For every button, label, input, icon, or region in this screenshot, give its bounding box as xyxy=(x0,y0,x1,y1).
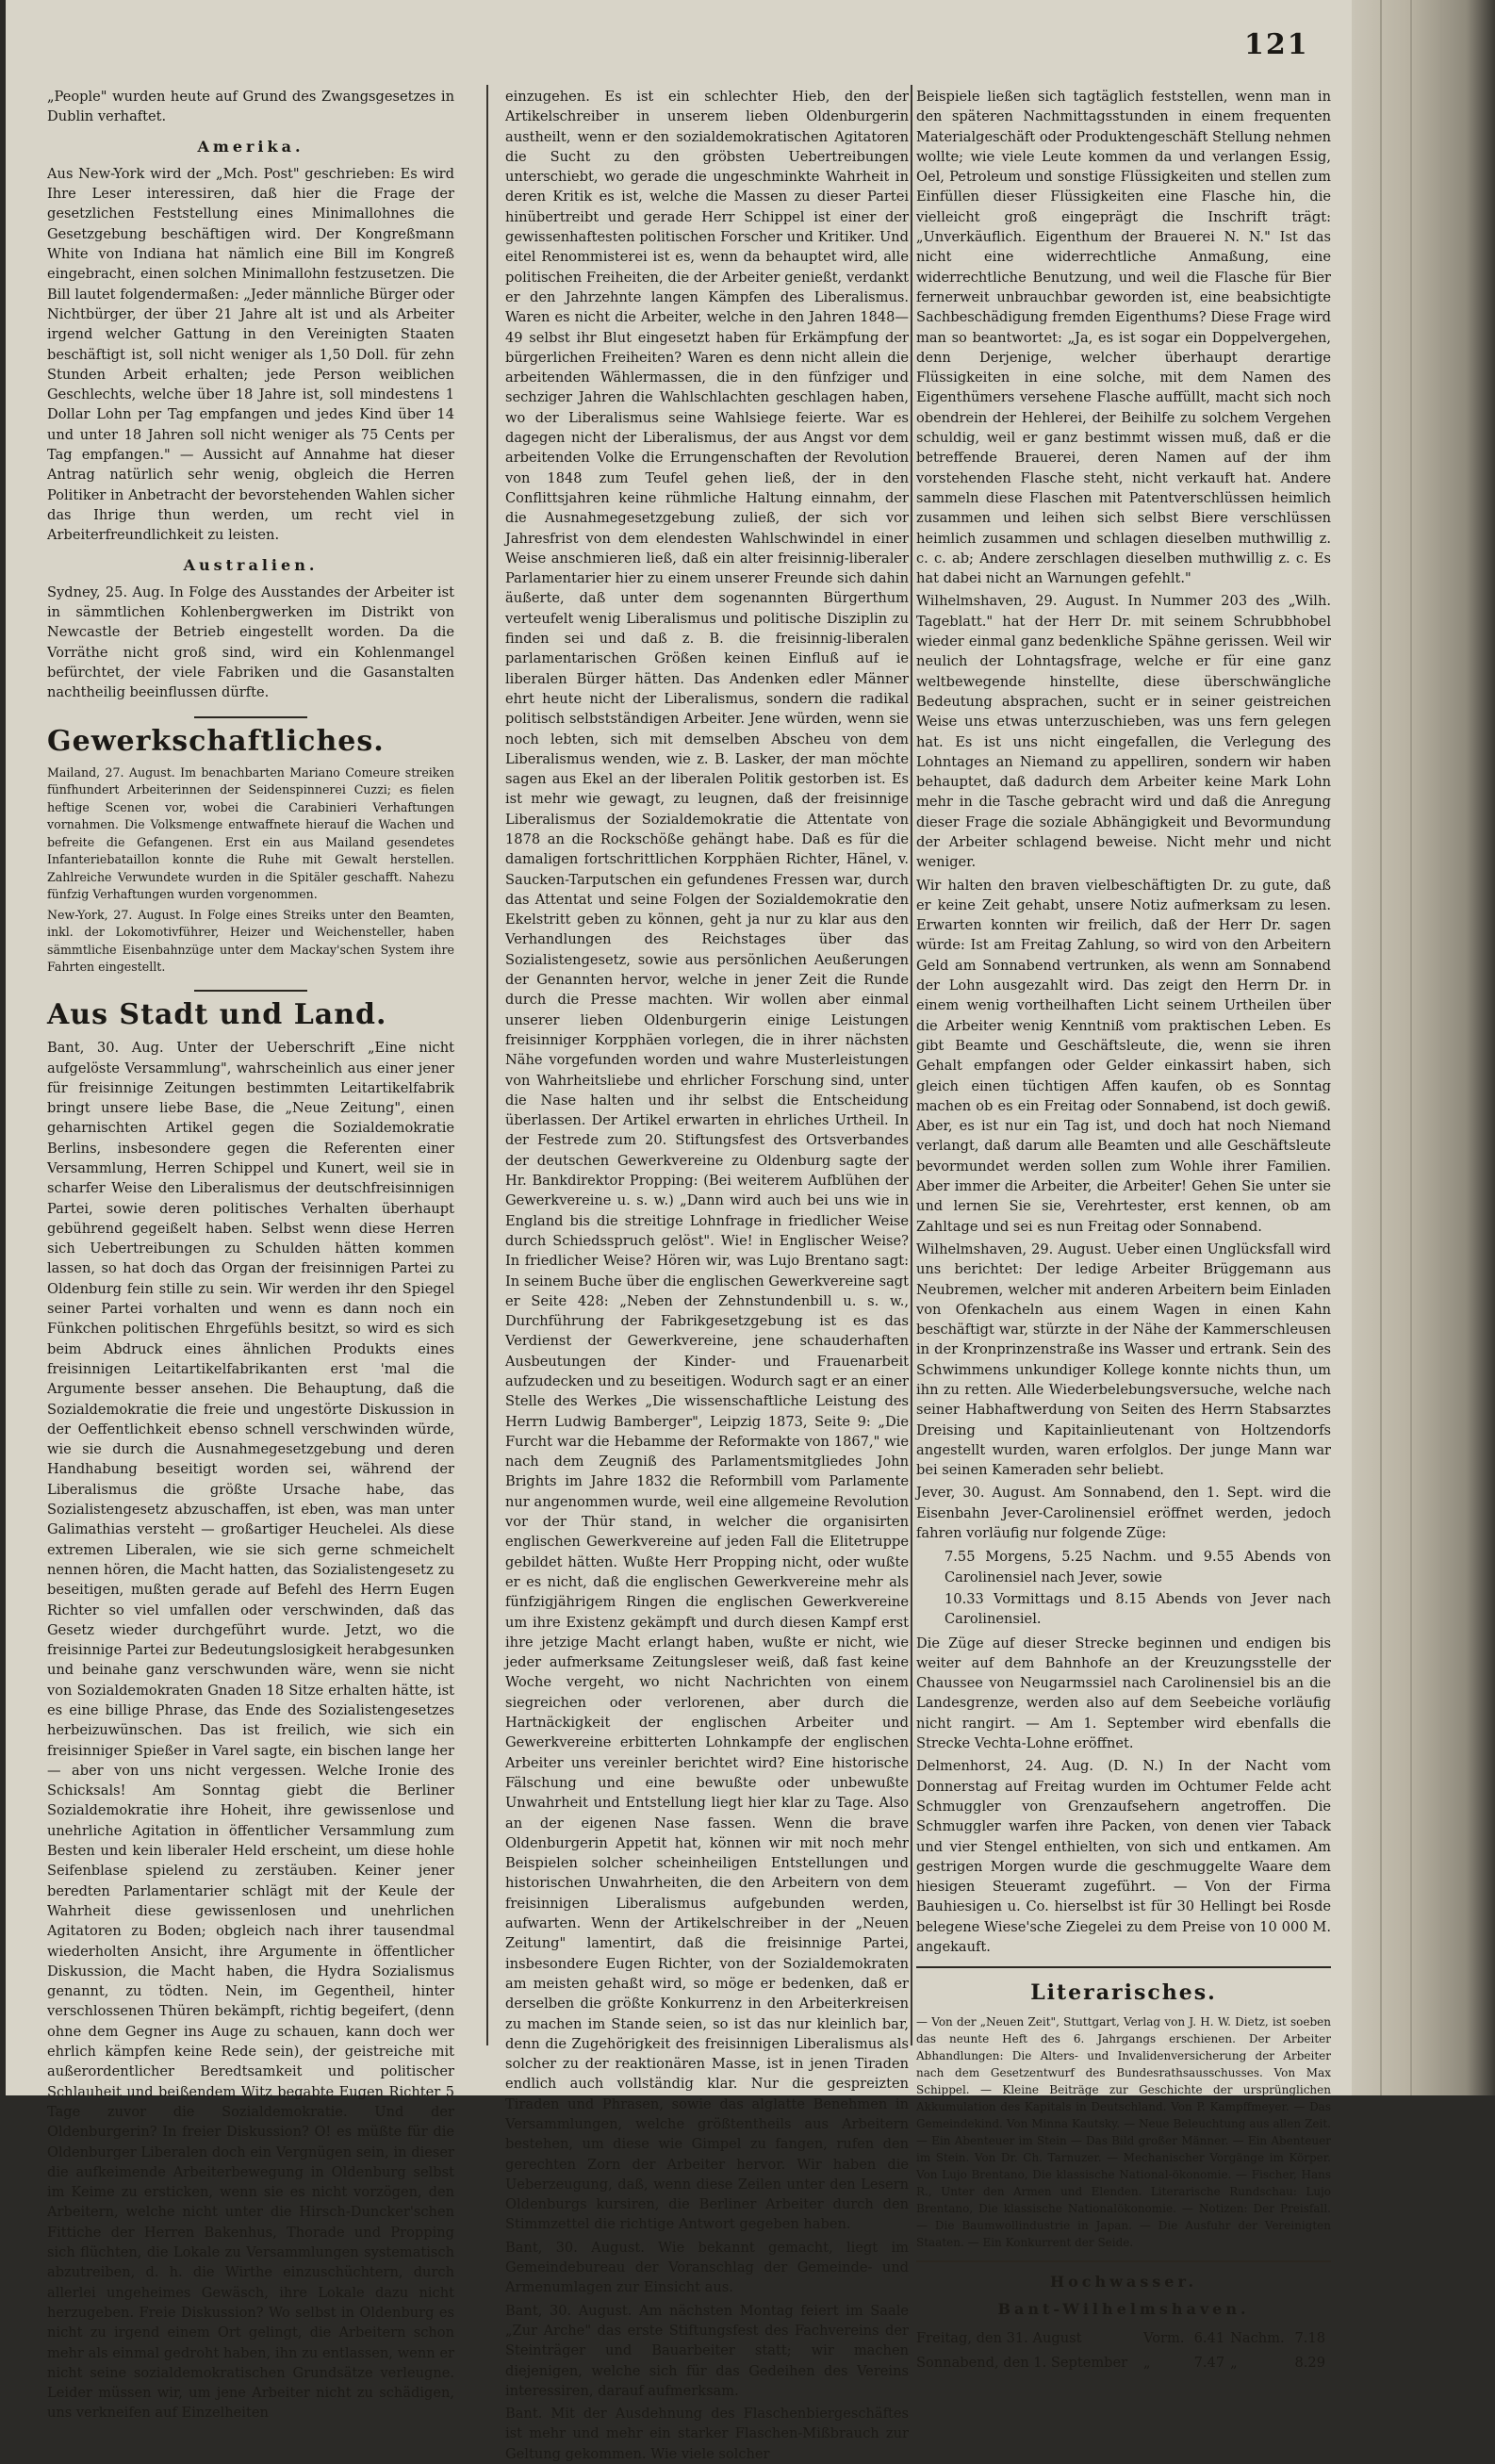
article-amerika: Aus New-York wird der „Mch. Post" geschrieben: Es wird Ihre Leser interessiren, daß hier die Frage der gesetzlichen Feststellung eines Minimallohnes die Gesetzgebung beschäftigen wird. Der Kongreßmann White von Indiana hat nämlich eine Bill im Kongreß eingebracht, einen solchen Minimallohn festzusetzen. Die Bill lautet folgendermaßen: „Jeder männliche Bürger oder Nichtbürger, der über 21 Jahre alt ist und als Arbeiter irgend welcher Gattung in den Vereinigten Staaten beschäftigt ist, soll nicht weniger als 1,50 Doll. für zehn Stunden Arbeit erhalten; jede Person weiblichen Geschlechts, welche über 18 Jahre ist, soll mindestens 1 Dollar Lohn per Tag empfangen und jedes Kind über 14 und unter 18 Jahren soll nicht weniger als 75 Cents per Tag empfangen." — Aussicht auf Annahme hat dieser Antrag natürlich sehr wenig, obgleich die Herren Politiker in Anbetracht der bevorstehenden Wahlen sicher das Ihrige thun werden, um recht viel in Arbeiterfreundlichkeit zu leisten. xyxy=(47,165,454,544)
tide-day: Sonnabend, den 1. September xyxy=(916,2354,1128,2371)
column-1 xyxy=(47,87,454,2422)
train-schedule xyxy=(916,1547,1331,1629)
section-heading-amerika: Amerika. xyxy=(197,137,304,156)
column-2 xyxy=(505,87,909,2462)
article-wilhelmshaven-unglueck: Wilhelmshaven, 29. August. Ueber einen Unglücksfall wird uns berichtet: Der ledige Arbeiter Brüggemann aus Neubremen, welcher mit anderen Arbeitern beim Einladen von Ofenkacheln aus einem Wagen in einen Kahn beschäftigt war, stürzte in der Nähe der Kammerschleusen in der Kronprinzenstraße ins Wasser und ertrank. Sein des Schwimmens unkundiger Kollege konnte nichts thun, um ihn zu retten. Alle Wiederbelebungsversuche, welche nach seiner Habhaftwerdung von Seiten des Herrn Stabsarztes Dreising und Kapitainlieutenant von Holtzendorfs angestellt wurden, waren erfolglos. Der junge Mann war bei seinen Kameraden sehr beliebt. xyxy=(916,1240,1331,1479)
tide-label: „ xyxy=(1230,2354,1238,2371)
article-australien: Sydney, 25. Aug. In Folge des Ausstandes der Arbeiter ist in sämmtlichen Kohlenbergwerken im Distrikt von Newcastle der Betrieb eingestellt worden. Da die Vorräthe nicht groß sind, wird ein Kohlenmangel befürchtet, der viele Fabriken und die Gasanstalten nachtheilig beeinflussen dürfte. xyxy=(47,583,454,701)
article-bant-stiftungsfest: Bant, 30. August. Am nächsten Montag feiert im Saale „Zur Arche" das erste Stiftungsfest des Fachvereins der Steinträger und Bauarbeiter statt; wir machen diejenigen, welche sich für das Gedeihen des Vereins interessiren, darauf aufmerksam. xyxy=(505,2302,909,2399)
tide-label: Nachm. xyxy=(1230,2330,1285,2347)
section-heading-gewerkschaftliches: Gewerkschaftliches. xyxy=(47,724,385,758)
tide-row xyxy=(916,2326,1331,2350)
section-heading-australien: Australien. xyxy=(183,555,319,574)
article-mailand: Mailand, 27. August. Im benachbarten Mariano Comeure streiken fünfhundert Arbeiterinnen der Seidenspinnerei Cuzzi; es fielen heftige Scenen vor, wobei die Carabinieri Verhaftungen vornahmen. Die Volksmenge entwaffnete hierauf die Wachen und befreite die Gefangenen. Erst ein aus Mailand gesendetes Infanteriebataillon konnte die Ruhe mit Gewalt herstellen. Zahlreiche Verwundete wurden in die Spitäler geschafft. Nahezu fünfzig Verhaftungen wurden vorgenommen. xyxy=(47,764,454,902)
article-bant-gemeinde: Bant, 30. August. Wie bekannt gemacht, liegt im Gemeindebureau der Voranschlag der Gemeinde- und Armenumlagen zur Einsicht aus. xyxy=(505,2239,909,2296)
article-newyork-strike: New-York, 27. August. In Folge eines Streiks unter den Beamten, inkl. der Lokomotivführer, Heizer und Weichensteller, haben sämmtliche Eisenbahnzüge unter dem Mackay'schen System ihre Fahrten eingestellt. xyxy=(47,907,454,975)
train-line: 7.55 Morgens, 5.25 Nachm. und 9.55 Abends von Carolinensiel nach Jever, sowie xyxy=(945,1549,1331,1585)
column-rule xyxy=(911,85,912,2045)
section-heading-hochwasser: Hochwasser. xyxy=(1049,2272,1198,2291)
article-jever: Jever, 30. August. Am Sonnabend, den 1. Sept. wird die Eisenbahn Jever-Carolinensiel eröffnet werden, jedoch fahren vorläufig nur folgende Züge: xyxy=(916,1485,1331,1542)
tide-value: 8.29 xyxy=(1294,2354,1325,2371)
page-edge xyxy=(1352,0,1495,2095)
article-delmenhorst: Delmenhorst, 24. Aug. (D. N.) In der Nacht vom Donnerstag auf Freitag wurden im Ochtumer Felde acht Schmuggler von Grenzaufsehern angetroffen. Die Schmuggler warfen ihre Packen, von denen vier Taback und vier Stengel enthielten, von sich und entkamen. Am gestrigen Morgen wurde die geschmuggelte Waare dem hiesigen Steueramt zugeführt. — Von der Firma Bauhiesigen u. Co. hierselbst ist für 30 Hellingt bei Rosde belegene Wiese'sche Ziegelei zu dem Preise von 10 000 M. angekauft. xyxy=(916,1758,1331,1956)
train-line: 10.33 Vormittags und 8.15 Abends von Jever nach Carolinensiel. xyxy=(945,1590,1331,1628)
tide-row xyxy=(916,2351,1331,2374)
article-bant-flaschenbier: Bant. Mit der Ausdehnung des Flaschenbiergeschäftes ist mehr und mehr ein starker Flaschen-Mißbrauch zur Geltung gekommen. Wie viele solcher xyxy=(505,2406,909,2462)
article-continued: einzugehen. Es ist ein schlechter Hieb, den der Artikelschreiber in unserem lieben Oldenburgerin austheilt, wenn er den sozialdemokratischen Agitatoren die Sucht zu den gröbsten Uebertreibungen unterschiebt, wo gerade die ungeschminkte Wahrheit in deren Kritik es ist, welche die Massen zu dieser Partei hinübertreibt und gerade Herr Schippel ist einer der gewissenhaftesten politischen Forscher und Kritiker. Und eitel Renommisterei ist es, wenn da behauptet wird, alle politischen Freiheiten, die der Arbeiter genießt, verdankt er den Jahrzehnte langen Kämpfen des Liberalismus. Waren es nicht die Arbeiter, welche in den Jahren 1848—49 selbst ihr Blut eingesetzt haben für Erkämpfung der bürgerlichen Freiheiten? Waren es denn nicht allein die arbeitenden Wählermassen, die in den fünfziger und sechziger Jahren die Wahlschlachten geschlagen haben, wo der Liberalismus seine Wahlsiege feierte. War es dagegen nicht der Liberalismus, der aus Angst vor dem arbeitenden Volke die Errungenschaften der Revolution von 1848 zum Teufel gehen ließ, der in den Conflittsjahren keine rühmliche Haltung einnahm, der die Ausnahmegesetzgebung zuließ, der sich vor Jahresfrist von dem elendesten Wahlschwindel in einer Weise anschmieren ließ, daß ein alter freisinnig-liberaler Parlamentarier hier zu einem unserer Freunde sich dahin äußerte, daß unter dem sogenannten Bürgerthum verteufelt wenig Liberalismus und politische Disziplin zu finden sei und daß z. B. die freisinnig-liberalen parlamentarischen Größen keinen Einfluß auf ie liberalen Bürger hätten. Das Andenken edler Männer ehrt heute nicht der Liberalismus, sondern die radikal politisch selbstständigen Arbeiter. Jene würden, wenn sie noch lebten, sich mit demselben Abscheu von dem Liberalismus wenden, wie z. B. Lasker, der man möchte sagen aus Ekel an der liberalen Politik gestorben ist. Es ist mehr wie gewagt, zu leugnen, daß der freisinnige Liberalismus der Sozialdemokratie die Attentate von 1878 an die Rockschöße gehängt habe. Daß es für die damaligen fortschrittlichen Korpphäen Richter, Hänel, v. Saucken-Tarputschen ein gefundenes Fressen war, durch das Attentat und seine Folgen der Sozialdemokratie den Ekelstritt geben zu können, geht ja nur zu klar aus den Verhandlungen des Reichstages über das Sozialistengesetz, sowie aus persönlichen Aeußerungen der Genannten hervor, welche in jener Zeit die Runde durch die Presse machten. Wir wollen aber einmal unserer lieben Oldenburgerin einige Leistungen freisinniger Korpphäen vorlegen, die in ihrer nächsten Nähe vorgefunden worden und wahre Musterleistungen von Wahrheitsliebe und ehrlicher Forschung sind, unter die Nase halten und ihr selbst die Entscheidung überlassen. Der Artikel erwarten in ehrliches Urtheil. In der Festrede zum 20. Stiftungsfest des Ortsverbandes der deutschen Gewerkvereine zu Oldenburg sagte der Hr. Bankdirektor Propping: (Bei weiterem Aufblühen der Gewerkvereine u. s. w.) „Dann wird auch bei uns wie in England bis die streitige Lohnfrage in friedlicher Weise durch Schiedsspruch gelöst". Wie! in Englischer Weise? In friedlicher Weise? Hören wir, was Lujo Brentano sagt: In seinem Buche über die englischen Gewerkvereine sagt er Seite 428: „Neben der Zehnstundenbill u. s. w., Durchführung der Fabrikgesetzgebung ist es das Verdienst der Gewerkvereine, jene schauderhaften Ausbeutungen der Kinder- und Frauenarbeit aufzudecken und zu beseitigen. Wodurch sagt er an einer Stelle des Werkes „Die wissenschaftliche Leistung des Herrn Ludwig Bamberger", Leipzig 1873, Seite 9: „Die Furcht war die Hebamme der Reformakte von 1867," wie nach dem Zeugniß des Parlamentsmitgliedes John Brights im Jahre 1832 die Reformbill vom Parlamente nur angenommen wurde, weil eine allgemeine Revolution vor der Thür stand, in welcher die organisirten englischen Gewerkvereine auf jeden Fall die Elitetruppe gebildet hätten. Wußte Herr Propping nicht, oder wußte er es nicht, daß die englischen Gewerkvereine mehr als fünfzigjährigem Ringen die englischen Gewerkvereine um ihre Existenz gekämpft und durch diesen Kampf erst ihre jetzige Macht erlangt haben, wußte er nicht, wie jeder aufmerksame Zeitungsleser weiß, daß fast keine Woche vergeht, wo nicht Nachrichten von einem siegreichen oder verlorenen, aber durch die Hartnäckigkeit der englischen Arbeiter und Gewerkvereine erbitterten Lohnkampfe der englischen Arbeiter uns vereinler berichtet wird? Eine historische Fälschung und eine bewußte oder unbewußte Unwahrheit und Entstellung liegt hier klar zu Tage. Also an der eigenen Nase fassen. Wenn die brave Oldenburgerin Appetit hat, können wir mit noch mehr Beispielen solcher scheinheiligen Entstellungen und historischen Unwahrheiten, die den Arbeitern von dem freisinnigen Liberalismus aufgebunden werden, aufwarten. Wenn der Artikelschreiber in der „Neuen Zeitung" lamentirt, daß die freisinnige Partei, insbesondere Eugen Richter, von der Sozialdemokraten am meisten gehaßt wird, so möge er bedenken, daß er derselben die größte Konkurrenz in den Arbeiterkreisen zu machen im Stande seien, so ist das nur kleinlich bar, denn die Zugehörigkeit des freisinnigen Liberalismus als solcher zu der reaktionären Masse, ist in jenen Tiraden endlich auch vollständig klar. Nur die gespreizten Tiraden und Phrasen, sowie das alglatte Benehmen in Versammlungen, welche größtentheils aus Arbeitern bestehen, um diese wie Gimpel zu fangen, rufen den gerechten Zorn der Arbeiter hervor. Wir haben die Ueberzeugung, daß, wenn diese Zeilen unter den Lesern Oldenburgs kursiren, die Berliner Arbeiter durch den Stimmzettel die richtige Antwort gegeben haben. xyxy=(505,89,909,2233)
section-heading-literarisches: Literarisches. xyxy=(1030,1980,1217,2006)
column-rule xyxy=(486,85,488,2045)
separator xyxy=(916,1966,1331,1968)
article-bant-main: Bant, 30. Aug. Unter der Ueberschrift „Eine nicht aufgelöste Versammlung", wahrscheinlich aus einer jener für freisinnige Zeitungen bestimmten Leitartikelfabrik bringt unsere liebe Base, die „Neue Zeitung", einen geharnischten Artikel gegen die Sozialdemokratie Berlins, insbesondere gegen die Referenten einer Versammlung, Herren Schippel und Kunert, weil sie in scharfer Weise den Liberalismus der deutschfreisinnigen Partei, sowie deren politisches Verhalten überhaupt gebührend gegeißelt haben. Selbst wenn diese Herren sich Uebertreibungen zu Schulden hätten kommen lassen, so hat doch das Organ der freisinnigen Partei zu Oldenburg fein stille zu sein. Wir werden ihr den Spiegel seiner Partei vorhalten und wenn es dann noch ein Fünkchen politischen Ehrgefühls besitzt, so wird es sich beim Abdruck eines ähnlichen Produkts eines freisinnigen Leitartikelfabrikanten erst 'mal die Argumente besser ansehen. Die Behauptung, daß die Sozialdemokratie die freie und ungestörte Diskussion in der Oeffentlichkeit ebenso schnell verschwinden würde, wie sie durch die Ausnahmegesetzgebung und deren Handhabung beseitigt worden sei, während der Liberalismus die größte Ursache habe, das Sozialistengesetz abzuschaffen, ist eben, was man unter Galimathias versteht — großartiger Heuchelei. Als diese extremen Liberalen, wie sie sich gerne schmeichelt nennen hören, die Macht hatten, das Sozialistengesetz zu beseitigen, mußten gerade auf Befehl des Herrn Eugen Richter so viel umfallen oder verschwinden, daß das Gesetz wieder durchgeführt wurde. Jetzt, wo die freisinnige Partei zur Bedeutungslosigkeit herabgesunken und beinahe ganz verschwunden wäre, wenn sie nicht von Sozialdemokraten Gnaden 18 Sitze erhalten hätte, ist es eine billige Phrase, das Ende des Sozialistengesetzes herbeizuwünschen. Das ist freilich, wie sich ein freisinniger Spießer in Varel sagte, ein bischen lange her — aber von uns nicht vergessen. Welche Ironie des Schicksals! Am Sonntag giebt die Berliner Sozialdemokratie ihre Hoheit, ihre gewissenlose und unehrliche Agitation in öffentlicher Versammlung zum Besten und kein liberaler Held erscheint, um diese hohle Seifenblase spielend zu zerstäuben. Keiner jener beredten Parlamentarier schlägt mit der Keule der Wahrheit diese gewissenlosen und unehrlichen Agitatoren zu Boden; obgleich nach ihrer tausendmal wiederholten Ansicht, ihre Argumente in öffentlicher Diskussion, die Macht haben, die Hydra Sozialismus genannt, zu tödten. Nein, im Gegentheil, hinter verschlossenen Thüren bekämpft, richtig begeifert, (denn ohne dem Gegner ins Auge zu schauen, kann doch wer ehrlich kämpfen keine Rede sein), der geistreiche mit außerordentlicher Beredtsamkeit und politischer Schlauheit und beißendem Witz begabte Eugen Richter 5 Tage zuvor die Sozialdemokratie. Und der Oldenburgerin? In freier Diskussion? O! es müßte für die Oldenburger Liberalen doch ein Vergnügen sein, in dieser die aufkeimende Arbeiterbewegung in Oldenburg selbst im Keime zu ersticken, wenn sie es nicht vorzögen, den Arbeitern, welche nicht unter die Hirsch-Duncker'schen Fittiche der Herren Bakenhus, Thorade und Propping sich flüchten, die Lokale zu Versammlungen systematisch abzutreiben, d. h. die Wirthe einzuschüchtern, durch allerlei ungeheimes Gewäsch, ihre Lokale dazu nicht herzugeben. Freie Diskussion? Wo selbst in Oldenburg es nicht zu irgend einem Ort gelingt, die Arbeitern schon mehr als einmal gedroht haben, ihn zu entlassen, wenn er nicht seine sozialdemokratischen Grundsätze verleugne. Leider müssen wir, um jene Arbeiter nicht zu schädigen, uns verkneifen auf Einzelheiten xyxy=(47,1040,454,2422)
article-intro: „People" wurden heute auf Grund des Zwangsgesetzes in Dublin verhaftet. xyxy=(47,89,454,125)
article-literarisches: — Von der „Neuen Zeit", Stuttgart, Verlag von J. H. W. Dietz, ist soeben das neunte Heft des 6. Jahrgangs erschienen. Der Arbeiter Abhandlungen: Die Alters- und Invalidenversicherung der Arbeiter nach dem Gesetzentwurf des Bundesrathsausschusses. Von Max Schippel. — Kleine Beiträge zur Geschichte der ursprünglichen Akkumulation des Kapitals in Deutschland. Von P. Kampffmeyer. — Das Gemeindekind. Von Minna Kautsky. — Neue Beleuchtung aus allen Zeit. — Ein Abenteuer im Stein — Das Bild großer Männer. — Ein Abenteuer im Stein. Von Dr. Ch. Tarnuzer. — Mechanischer Vorgänge im Körper. Von Lujo Brentano, Die klassische National-ökonomie. — Fischer, Hans R., Unter den Armen und Elenden. Literarische Rundschau: Lujo Brentano, Die klassische Nationalökonomie. — Notizen: Der Preisfall. — Die Baumwollindustrie in Japan. — Die Ausfuhr der Vereinigten Staaten. — Ein Konkurrent der Seide. xyxy=(916,2014,1331,2249)
separator xyxy=(194,716,307,718)
tide-day: Freitag, den 31. August xyxy=(916,2330,1082,2347)
page-number: 121 xyxy=(1244,28,1309,61)
article-wilhelmshaven-dr: Wir halten den braven vielbeschäftigten Dr. zu gute, daß er keine Zeit gehabt, unsere Notiz aufmerksam zu lesen. Erwarten konnten wir freilich, daß der Herr Dr. sagen würde: Ist am Freitag Zahlung, so wird von den Arbeitern Geld am Sonnabend vertrunken, als wenn am Sonnabend der Lohn ausgezahlt wird. Das zeigt den Herrn Dr. in einem wenig vortheilhaften Licht seinem Urtheilen über die Arbeiter wenig Kenntniß vom praktischen Leben. Es gibt Beamte und Geschäftsleute, die, wenn sie ihren Gehalt empfangen oder Gelder einkassirt haben, sich gleich einen tüchtigen Affen kaufen, ob es Sonntag machen ob es ein Freitag oder Sonnabend, ist doch gewiß. Aber, es ist nur ein Tag ist, und doch hat noch Niemand verlangt, daß darum alle Beamten und alle Geschäftsleute bevormundet werden sollen zum Wohle ihrer Familien. Aber immer die Arbeiter, die Arbeiter! Gehen Sie unter sie und lernen Sie sie, Verehrtester, erst kennen, ob am Zahltage und sei es nun Freitag oder Sonnabend. xyxy=(916,877,1331,1235)
article-flaschen-continued: Beispiele ließen sich tagtäglich feststellen, wenn man in den späteren Nachmittagsstunden in einem frequenten Materialgeschäft oder Produktengeschäft Stellung nehmen wollte; wie viele Leute kommen da und verlangen Essig, Oel, Petroleum und sonstige Flüssigkeiten und stellen zum Einfüllen dieser Flüssigkeiten eine Flasche hin, die vielleicht groß eingeprägt die Inschrift trägt: „Unverkäuflich. Eigenthum der Brauerei N. N." Ist das nicht eine widerrechtliche Anmaßung, eine widerrechtliche Benutzung, und weil die Flasche für Bier fernerweit unbrauchbar geworden ist, eine beabsichtigte Sachbeschädigung fremden Eigenthums? Diese Frage wird man so beantwortet: „Ja, es ist sogar ein Doppelvergehen, denn Derjenige, welcher überhaupt derartige Flüssigkeiten in eine solche, mit dem Namen des Eigenthümers versehene Flasche auffüllt, macht sich noch obendrein der Hehlerei, der Beihilfe zu solchem Vergehen schuldig, weil er ganz bestimmt wissen muß, daß er die betreffende Brauerei, deren Namen auf der ihm vorstehenden Flasche steht, nicht verkauft hat. Andere sammeln diese Flaschen mit Patentverschlüssen heimlich zusammen und leihen sich selbst Biere verschlüssen heimlich zusammen und schlagen dieselben muthwillig z. c. c. ab; Andere zerschlagen dieselben muthwillig z. c. Es hat dabei nicht an Warnungen gefehlt." xyxy=(916,89,1331,587)
separator xyxy=(194,990,307,992)
hochwasser-place: Bant-Wilhelmshaven. xyxy=(997,2299,1250,2318)
tide-label: „ xyxy=(1143,2354,1151,2371)
tide-value: 7.18 xyxy=(1294,2330,1325,2347)
article-jever-cont: Die Züge auf dieser Strecke beginnen und endigen bis weiter auf dem Bahnhofe an der Kreuzungsstelle der Chaussee von Neugarmssiel nach Carolinensiel bis an die Landesgrenze, werden also auf dem Seebeiche vorläufig nicht rangirt. — Am 1. September wird ebenfalls die Strecke Vechta-Lohne eröffnet. xyxy=(916,1634,1331,1752)
section-heading-stadt-und-land: Aus Stadt und Land. xyxy=(47,997,387,1031)
tide-label: Vorm. xyxy=(1143,2330,1185,2347)
article-wilhelmshaven-lohntag: Wilhelmshaven, 29. August. In Nummer 203 des „Wilh. Tageblatt." hat der Herr Dr. mit seinem Schrubbhobel wieder einmal ganz bedenkliche Spähne gerissen. Weil wir neulich der Lohntagsfrage, welche er für eine ganz weltbewegende hinstellte, diese überschwängliche Bedeutung absprachen, sucht er in seiner geistreichen Weise uns etwas unterzuschieben, was uns fern gelegen hat. Es ist uns nicht eingefallen, die Verlegung des Lohntages an Niemand zu appelliren, sondern wir haben behauptet, daß dadurch dem Arbeiter keine Mark Lohn mehr in die Tasche gebracht wird und daß die Anregung dieser Frage die soziale Abhängigkeit und Bevormundung der Arbeiter schlagend beweise. Nicht mehr und nicht weniger. xyxy=(916,593,1331,871)
separator xyxy=(916,2260,1331,2262)
tide-value: 6.41 xyxy=(1193,2330,1225,2347)
tide-table xyxy=(916,2326,1331,2374)
column-3 xyxy=(916,87,1331,2371)
tide-value: 7.47 xyxy=(1193,2354,1225,2371)
newspaper-page xyxy=(6,0,1352,2462)
